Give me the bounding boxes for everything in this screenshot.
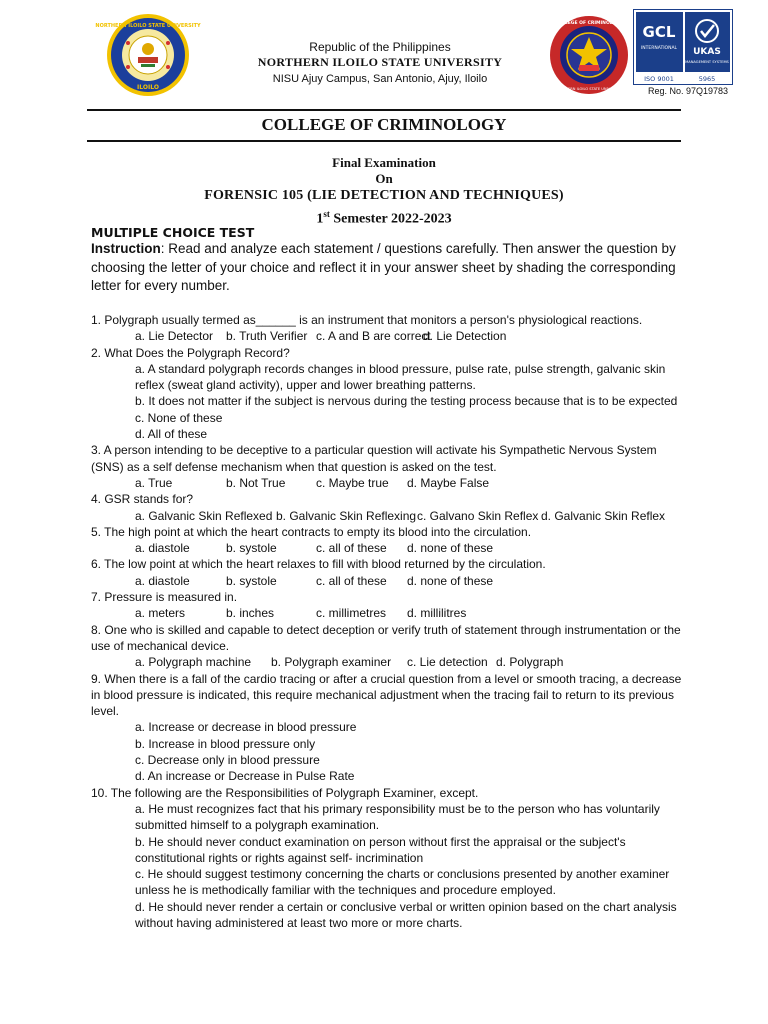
university-name: NORTHERN ILOILO STATE UNIVERSITY [257,55,503,69]
option-b: b. Truth Verifier [226,329,308,344]
option-a: a. Lie Detector [135,329,214,344]
option-d: d. Polygraph [496,655,564,670]
seal-mid-bottom-text: NORTHERN ILOILO STATE UNIVERSITY [555,87,623,91]
options-row [135,328,691,344]
option-d: d. Maybe False [407,475,490,490]
option-b: b. Galvanic Skin Reflexing [276,508,417,523]
option-a: a. True [135,475,173,490]
option-a: a. Polygraph machine [135,655,252,670]
exam-title-block [87,155,681,229]
option-c: c. A and B are correct [316,329,431,344]
option-d: d. none of these [407,541,494,556]
question-list [91,312,691,931]
campus-address: NISU Ajuy Campus, San Antonio, Ajuy, Iloilo [272,73,488,85]
exam-type: Final Examination [332,155,436,170]
option-a: a. He must recognizes fact that his primary responsibility must be to the person who has voluntarily submitted himself to a polygraph examination. [135,801,660,833]
question-2: 2. What Does the Polygraph Record? [91,345,290,360]
option-d: d. He should never render a certain or conclusive verbal or written opinion based on the chart analysis without having administered at least two more or more charts. [135,899,677,930]
question-5: 5. The high point at which the heart contracts to empty its blood into the circulation. [91,524,532,539]
institution-block [200,40,560,85]
document-header [0,0,768,110]
semester-text: Semester 2022-2023 [329,211,452,227]
option-c: c. He should suggest testimony concerning the charts or conclusions presented by another examiner unless he is methodically familiar with the techniques and procedure employed. [135,867,670,898]
option-b: b. Not True [226,475,286,490]
option-c: c. Decrease only in blood pressure [135,753,320,768]
options-row [135,508,691,524]
option-b: b. systole [226,573,277,588]
cert-international-text: INTERNATIONAL [640,46,678,51]
instruction-paragraph [91,240,681,296]
university-seal-logo [95,13,201,97]
seal-left-text: NORTHERN ILOILO STATE UNIVERSITY [95,23,201,29]
option-c: c. all of these [316,541,387,556]
cert-iso-text: ISO 9001 [644,75,674,83]
option-d: d. All of these [135,427,208,442]
option-d: d. none of these [407,573,494,588]
seal-left-bottom-text: ILOILO [137,84,159,91]
iso-certification-badge [633,9,733,85]
option-b: b. Increase in blood pressure only [135,736,316,751]
option-d: d. millilitres [407,606,467,621]
question-8: 8. One who is skilled and capable to detect deception or verify truth of statement through instrumentation or the use of mechanical device. [91,622,681,653]
question-3: 3. A person intending to be deceptive to a particular question will activate his Sympathetic Nervous System (SNS) as a self defense mechanism when that question is asked on the test. [91,443,657,474]
options-row [135,573,691,589]
option-a: a. meters [135,606,186,621]
college-seal-logo [549,15,629,95]
option-b: b. inches [226,606,275,621]
instruction-label: Instruction [91,241,161,256]
college-divider [87,140,681,142]
registration-number: Reg. No. 97Q19783 [648,86,729,96]
instruction-text: : Read and analyze each statement / questions carefully. Then answer the question by choosing the letter of your choice and reflect it in your answer sheet by shading the corresponding letter for every number. [91,241,676,293]
college-title: COLLEGE OF CRIMINOLOGY [261,115,507,134]
course-title: FORENSIC 105 (LIE DETECTION AND TECHNIQUES) [204,188,564,203]
question-1: 1. Polygraph usually termed as______ is an instrument that monitors a person's physiological reactions. [91,313,643,327]
option-a: a. diastole [135,573,190,588]
option-b: b. systole [226,541,277,556]
option-d: d. Galvanic Skin Reflex [541,508,666,523]
cert-gcl-text: GCL [642,23,676,41]
option-d: d. An increase or Decrease in Pulse Rate [135,769,355,784]
options-row [135,540,691,556]
options-row [135,605,691,621]
option-a: a. Galvanic Skin Reflexed [135,508,273,523]
republic-line: Republic of the Philippines [309,40,451,54]
option-b: b. Polygraph examiner [271,655,392,670]
header-divider [87,109,681,111]
question-6: 6. The low point at which the heart relaxes to fill with blood returned by the circulation. [91,557,546,572]
option-c: c. None of these [135,410,223,425]
cert-number-text: 5965 [698,75,716,83]
option-a: a. diastole [135,541,190,556]
question-7: 7. Pressure is measured in. [91,590,238,605]
cert-ukas-text: UKAS [693,47,721,57]
semester-number: 1 [316,211,324,227]
seal-mid-text: COLLEGE OF CRIMINOLOGY [554,21,624,26]
option-c: c. millimetres [316,606,387,621]
question-4: 4. GSR stands for? [91,492,194,507]
options-row [135,475,691,491]
option-c: c. all of these [316,573,387,588]
semester-suffix: st [323,209,330,219]
option-a: a. Increase or decrease in blood pressure [135,720,357,735]
exam-on: On [375,171,393,186]
question-9: 9. When there is a fall of the cardio tracing or after a crucial question from a level or smooth tracing, a decrease in blood pressure is indicated, this require mechanical adjustment when the tracing fail to return to its previous level. [91,671,682,719]
option-b: b. He should never conduct examination on person without first the appraisal or the subject's constitutional rights or rights against self- incrimination [135,834,626,865]
option-c: c. Lie detection [407,655,488,670]
option-b: b. It does not matter if the subject is nervous during the testing process because that is to be expected [135,394,678,409]
section-title: MULTIPLE CHOICE TEST [91,225,255,240]
cert-mgmt-text: MANAGEMENT SYSTEMS [685,60,729,64]
option-a: a. A standard polygraph records changes in blood pressure, pulse rate, pulse strength, galvanic skin reflex (sweat gland activity), upper and lower breathing patterns. [135,361,666,393]
options-row [135,654,691,670]
option-c: c. Galvano Skin Reflex [417,508,539,523]
option-d: d. Lie Detection [423,329,507,344]
question-10: 10. The following are the Responsibilities of Polygraph Examiner, except. [91,785,479,800]
option-c: c. Maybe true [316,475,389,490]
